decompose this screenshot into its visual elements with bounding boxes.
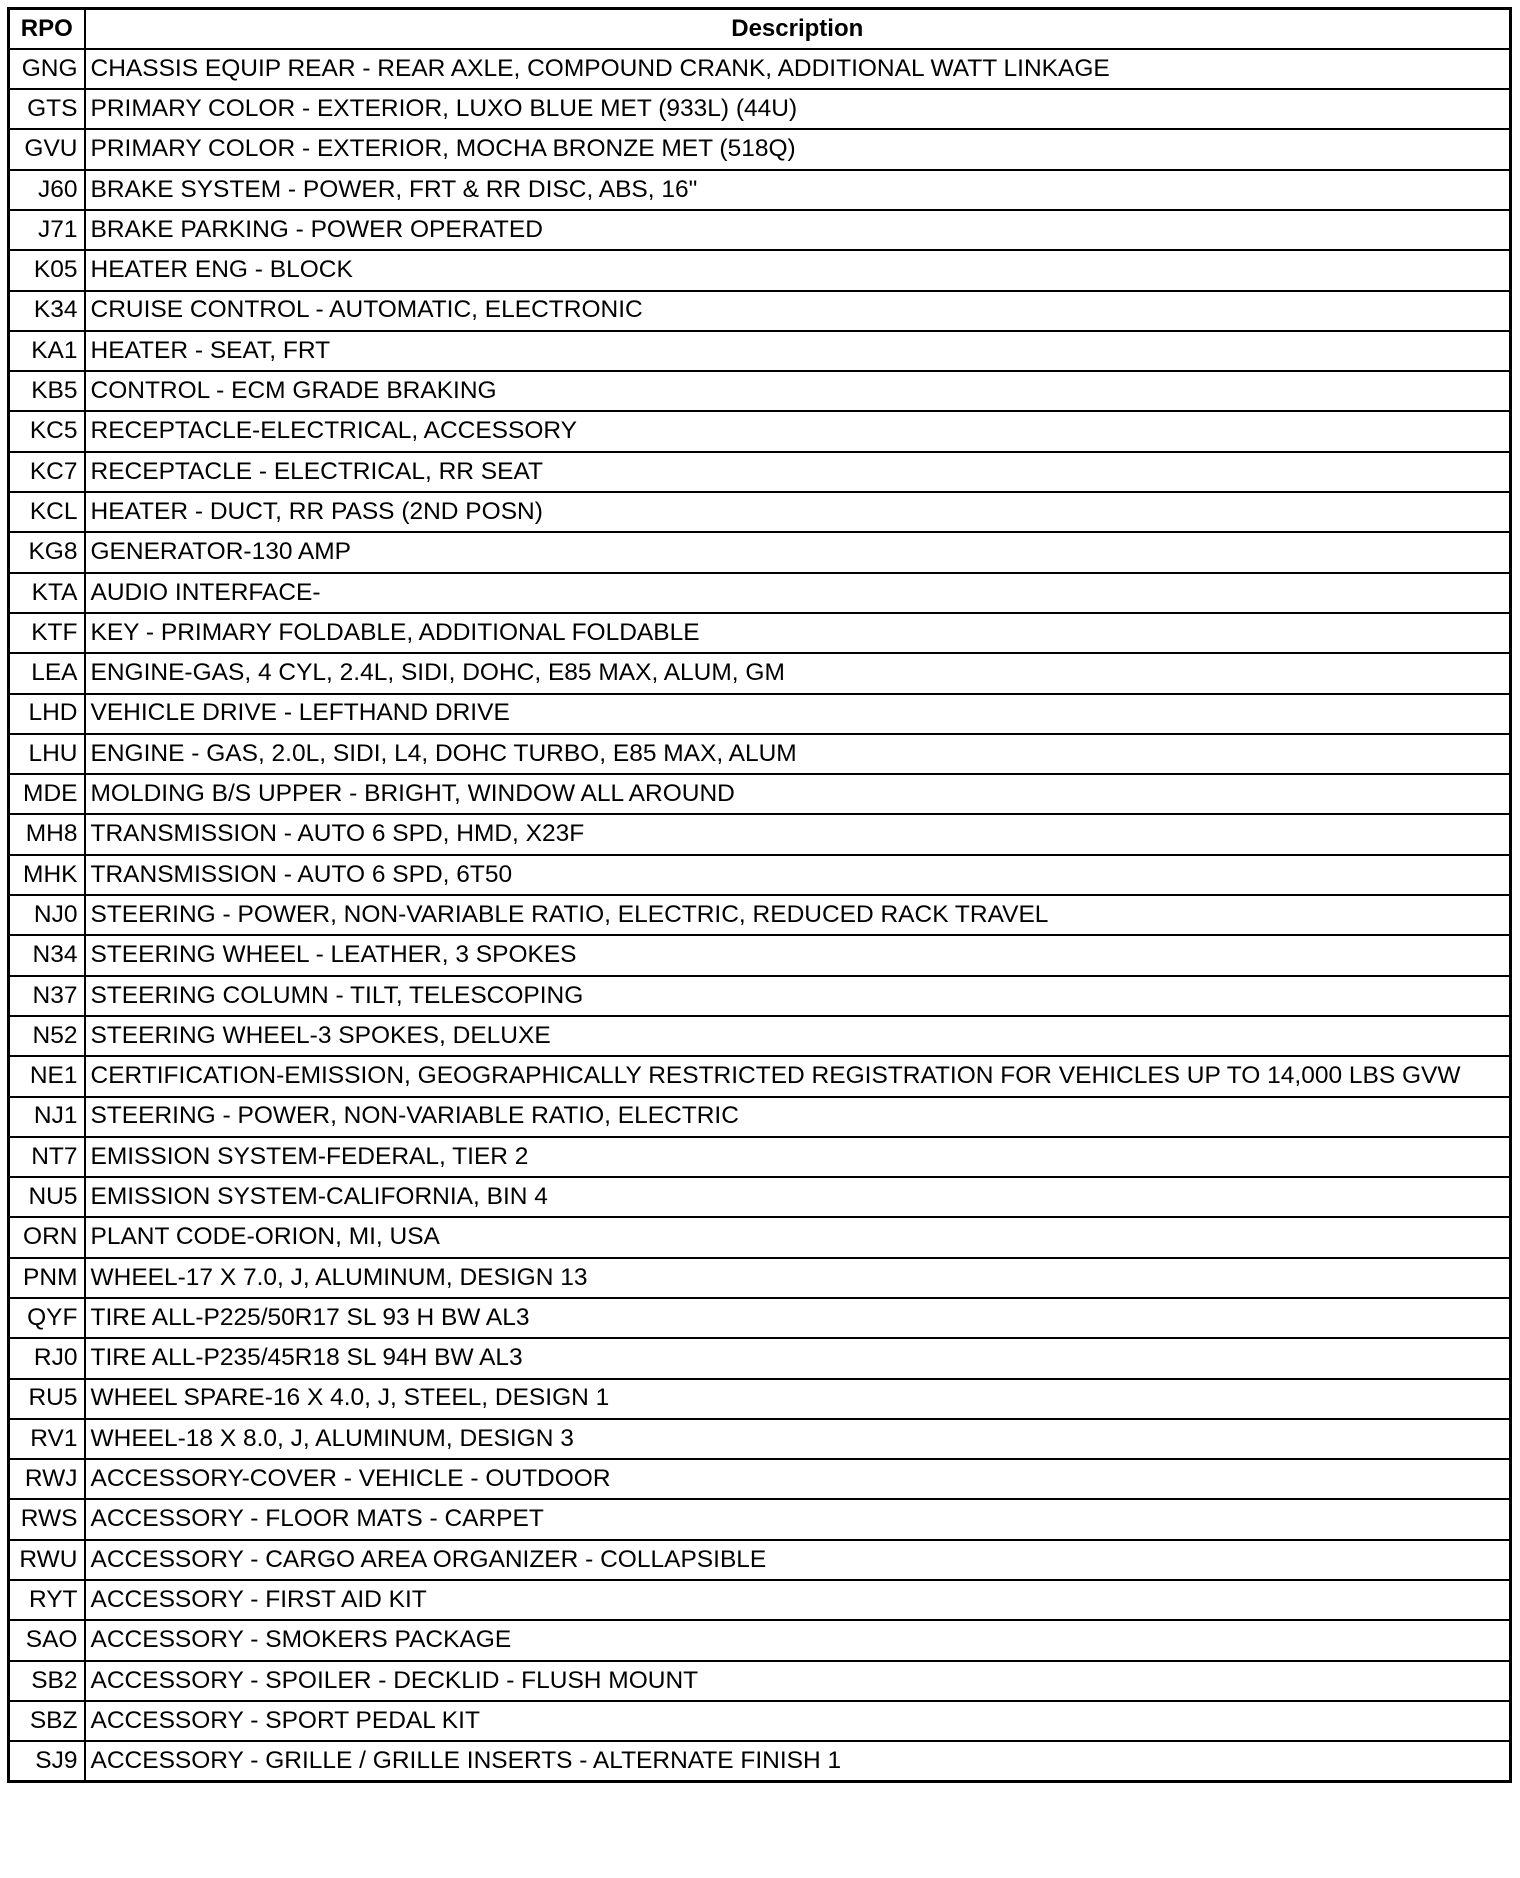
rpo-code-cell: KTA	[9, 573, 85, 613]
rpo-code-cell: RWS	[9, 1499, 85, 1539]
description-cell: STEERING WHEEL - LEATHER, 3 SPOKES	[85, 935, 1511, 975]
table-header-row	[9, 9, 1511, 49]
table-row	[9, 1097, 1511, 1137]
description-cell: KEY - PRIMARY FOLDABLE, ADDITIONAL FOLDABLE	[85, 613, 1511, 653]
table-row	[9, 129, 1511, 169]
table-row	[9, 573, 1511, 613]
table-row	[9, 1419, 1511, 1459]
rpo-code-cell: MDE	[9, 774, 85, 814]
rpo-code-cell: MH8	[9, 814, 85, 854]
table-row	[9, 1580, 1511, 1620]
table-row	[9, 976, 1511, 1016]
table-row	[9, 1379, 1511, 1419]
rpo-code-cell: SB2	[9, 1661, 85, 1701]
table-row	[9, 774, 1511, 814]
description-cell: ENGINE-GAS, 4 CYL, 2.4L, SIDI, DOHC, E85 MAX, ALUM, GM	[85, 653, 1511, 693]
table-row	[9, 250, 1511, 290]
rpo-code-cell: KB5	[9, 371, 85, 411]
description-cell: ACCESSORY - SPORT PEDAL KIT	[85, 1701, 1511, 1741]
rpo-code-cell: KTF	[9, 613, 85, 653]
table-row	[9, 1217, 1511, 1257]
description-cell: CHASSIS EQUIP REAR - REAR AXLE, COMPOUND CRANK, ADDITIONAL WATT LINKAGE	[85, 49, 1511, 89]
table-row	[9, 49, 1511, 89]
rpo-code-cell: LEA	[9, 653, 85, 693]
description-cell: WHEEL-17 X 7.0, J, ALUMINUM, DESIGN 13	[85, 1258, 1511, 1298]
description-cell: STEERING - POWER, NON-VARIABLE RATIO, ELECTRIC, REDUCED RACK TRAVEL	[85, 895, 1511, 935]
table-row	[9, 411, 1511, 451]
rpo-code-table	[7, 7, 1512, 1783]
table-row	[9, 653, 1511, 693]
description-cell: BRAKE PARKING - POWER OPERATED	[85, 210, 1511, 250]
description-cell: WHEEL-18 X 8.0, J, ALUMINUM, DESIGN 3	[85, 1419, 1511, 1459]
rpo-code-cell: NU5	[9, 1177, 85, 1217]
description-cell: STEERING COLUMN - TILT, TELESCOPING	[85, 976, 1511, 1016]
table-body	[9, 49, 1511, 1782]
rpo-code-cell: GVU	[9, 129, 85, 169]
description-cell: VEHICLE DRIVE - LEFTHAND DRIVE	[85, 694, 1511, 734]
table-row	[9, 1016, 1511, 1056]
table-row	[9, 170, 1511, 210]
rpo-code-cell: MHK	[9, 855, 85, 895]
description-cell: HEATER - SEAT, FRT	[85, 331, 1511, 371]
rpo-code-cell: KCL	[9, 492, 85, 532]
rpo-code-cell: SBZ	[9, 1701, 85, 1741]
rpo-code-cell: RJ0	[9, 1338, 85, 1378]
description-cell: ACCESSORY - GRILLE / GRILLE INSERTS - ALTERNATE FINISH 1	[85, 1741, 1511, 1781]
table-row	[9, 1298, 1511, 1338]
description-cell: HEATER - DUCT, RR PASS (2ND POSN)	[85, 492, 1511, 532]
rpo-code-cell: NJ1	[9, 1097, 85, 1137]
table-row	[9, 89, 1511, 129]
description-cell: ACCESSORY - FLOOR MATS - CARPET	[85, 1499, 1511, 1539]
rpo-code-cell: GNG	[9, 49, 85, 89]
description-cell: CONTROL - ECM GRADE BRAKING	[85, 371, 1511, 411]
rpo-code-cell: NJ0	[9, 895, 85, 935]
description-cell: PLANT CODE-ORION, MI, USA	[85, 1217, 1511, 1257]
description-cell: EMISSION SYSTEM-FEDERAL, TIER 2	[85, 1137, 1511, 1177]
table-row	[9, 291, 1511, 331]
description-cell: ACCESSORY - SMOKERS PACKAGE	[85, 1620, 1511, 1660]
table-row	[9, 371, 1511, 411]
description-cell: RECEPTACLE-ELECTRICAL, ACCESSORY	[85, 411, 1511, 451]
table-row	[9, 452, 1511, 492]
table-row	[9, 1499, 1511, 1539]
table-row	[9, 532, 1511, 572]
rpo-code-cell: ORN	[9, 1217, 85, 1257]
description-cell: STEERING WHEEL-3 SPOKES, DELUXE	[85, 1016, 1511, 1056]
description-cell: ENGINE - GAS, 2.0L, SIDI, L4, DOHC TURBO, E85 MAX, ALUM	[85, 734, 1511, 774]
rpo-code-cell: GTS	[9, 89, 85, 129]
table-row	[9, 734, 1511, 774]
rpo-code-cell: QYF	[9, 1298, 85, 1338]
rpo-column-header: RPO	[9, 9, 85, 49]
description-cell: TIRE ALL-P225/50R17 SL 93 H BW AL3	[85, 1298, 1511, 1338]
rpo-code-cell: RWU	[9, 1540, 85, 1580]
rpo-code-cell: N52	[9, 1016, 85, 1056]
rpo-code-cell: J60	[9, 170, 85, 210]
table-row	[9, 895, 1511, 935]
rpo-code-cell: NE1	[9, 1056, 85, 1096]
description-cell: EMISSION SYSTEM-CALIFORNIA, BIN 4	[85, 1177, 1511, 1217]
rpo-code-cell: LHU	[9, 734, 85, 774]
description-cell: CRUISE CONTROL - AUTOMATIC, ELECTRONIC	[85, 291, 1511, 331]
description-cell: WHEEL SPARE-16 X 4.0, J, STEEL, DESIGN 1	[85, 1379, 1511, 1419]
description-column-header: Description	[85, 9, 1511, 49]
table-row	[9, 935, 1511, 975]
table-row	[9, 1459, 1511, 1499]
description-cell: PRIMARY COLOR - EXTERIOR, LUXO BLUE MET (933L) (44U)	[85, 89, 1511, 129]
rpo-code-cell: SAO	[9, 1620, 85, 1660]
rpo-code-cell: J71	[9, 210, 85, 250]
table-row	[9, 855, 1511, 895]
table-row	[9, 1056, 1511, 1096]
table-row	[9, 1338, 1511, 1378]
description-cell: TRANSMISSION - AUTO 6 SPD, 6T50	[85, 855, 1511, 895]
rpo-code-cell: LHD	[9, 694, 85, 734]
description-cell: RECEPTACLE - ELECTRICAL, RR SEAT	[85, 452, 1511, 492]
rpo-code-cell: KA1	[9, 331, 85, 371]
table-row	[9, 492, 1511, 532]
rpo-code-cell: NT7	[9, 1137, 85, 1177]
rpo-code-cell: RWJ	[9, 1459, 85, 1499]
table-row	[9, 1620, 1511, 1660]
rpo-code-cell: N34	[9, 935, 85, 975]
rpo-code-cell: RV1	[9, 1419, 85, 1459]
table-row	[9, 613, 1511, 653]
description-cell: ACCESSORY-COVER - VEHICLE - OUTDOOR	[85, 1459, 1511, 1499]
description-cell: BRAKE SYSTEM - POWER, FRT & RR DISC, ABS, 16"	[85, 170, 1511, 210]
rpo-code-cell: RU5	[9, 1379, 85, 1419]
rpo-code-cell: K34	[9, 291, 85, 331]
table-row	[9, 694, 1511, 734]
rpo-code-cell: KC5	[9, 411, 85, 451]
description-cell: STEERING - POWER, NON-VARIABLE RATIO, ELECTRIC	[85, 1097, 1511, 1137]
description-cell: AUDIO INTERFACE-	[85, 573, 1511, 613]
description-cell: ACCESSORY - CARGO AREA ORGANIZER - COLLAPSIBLE	[85, 1540, 1511, 1580]
rpo-code-cell: SJ9	[9, 1741, 85, 1781]
table-row	[9, 1540, 1511, 1580]
table-row	[9, 1177, 1511, 1217]
rpo-code-cell: KC7	[9, 452, 85, 492]
rpo-code-cell: PNM	[9, 1258, 85, 1298]
table-row	[9, 331, 1511, 371]
description-cell: MOLDING B/S UPPER - BRIGHT, WINDOW ALL AROUND	[85, 774, 1511, 814]
description-cell: TIRE ALL-P235/45R18 SL 94H BW AL3	[85, 1338, 1511, 1378]
rpo-code-cell: N37	[9, 976, 85, 1016]
rpo-code-cell: RYT	[9, 1580, 85, 1620]
table-row	[9, 1701, 1511, 1741]
description-cell: ACCESSORY - SPOILER - DECKLID - FLUSH MOUNT	[85, 1661, 1511, 1701]
table-row	[9, 1741, 1511, 1781]
description-cell: HEATER ENG - BLOCK	[85, 250, 1511, 290]
description-cell: CERTIFICATION-EMISSION, GEOGRAPHICALLY RESTRICTED REGISTRATION FOR VEHICLES UP TO 14,000 LBS GVW	[85, 1056, 1511, 1096]
description-cell: ACCESSORY - FIRST AID KIT	[85, 1580, 1511, 1620]
rpo-code-cell: KG8	[9, 532, 85, 572]
table-row	[9, 1661, 1511, 1701]
table-row	[9, 1258, 1511, 1298]
description-cell: PRIMARY COLOR - EXTERIOR, MOCHA BRONZE MET (518Q)	[85, 129, 1511, 169]
table-row	[9, 210, 1511, 250]
table-row	[9, 1137, 1511, 1177]
description-cell: GENERATOR-130 AMP	[85, 532, 1511, 572]
rpo-code-cell: K05	[9, 250, 85, 290]
table-row	[9, 814, 1511, 854]
description-cell: TRANSMISSION - AUTO 6 SPD, HMD, X23F	[85, 814, 1511, 854]
